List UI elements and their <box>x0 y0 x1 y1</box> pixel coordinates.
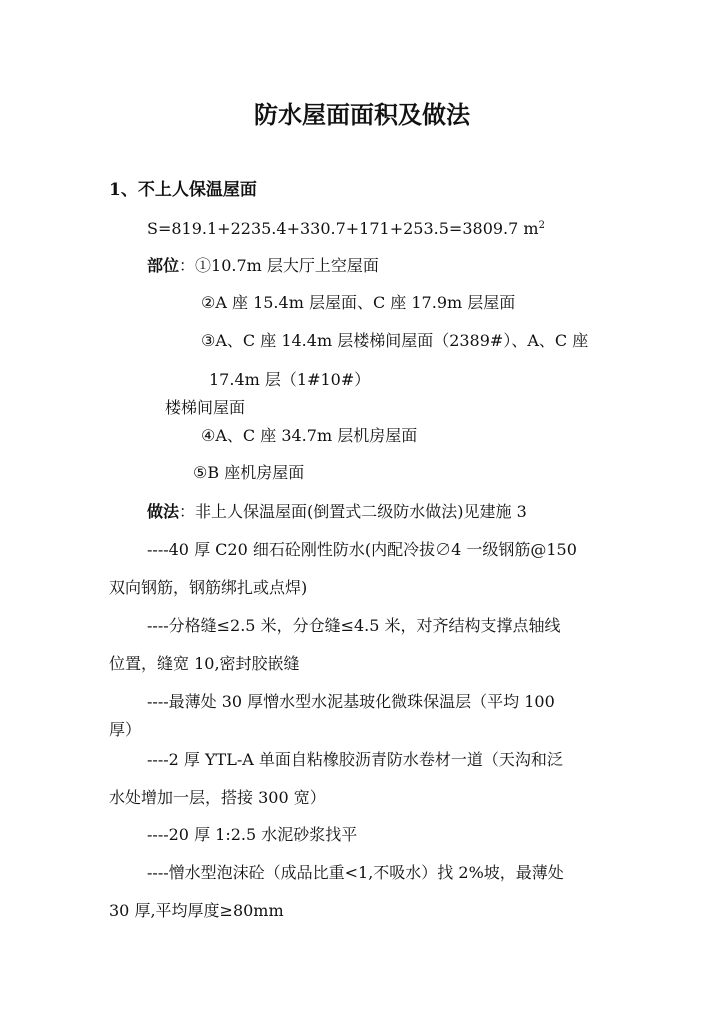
area-formula-text: S=819.1+2235.4+330.7+171+253.5=3809.7 m <box>147 219 539 238</box>
document-title: 防水屋面面积及做法 <box>254 100 470 129</box>
location-item-2: ②A 座 15.4m 层屋面、C 座 17.9m 层屋面 <box>201 293 516 312</box>
method-line <box>147 502 527 522</box>
method-layer-1: ----40 厚 C20 细石砼刚性防水(内配冷拔∅4 一级钢筋@150 <box>147 540 577 559</box>
method-colon: ： <box>179 502 196 521</box>
location-item-3-cont: 17.4m 层（1#10#） <box>209 370 371 389</box>
location-item-3-tail: 楼梯间屋面 <box>165 398 246 417</box>
location-item-3: ③A、C 座 14.4m 层楼梯间屋面（2389#）、A、C 座 <box>201 331 589 350</box>
method-layer-2: ----分格缝≤2.5 米，分仓缝≤4.5 米，对齐结构支撑点轴线 <box>147 616 561 635</box>
location-line-1 <box>147 256 379 276</box>
method-intro: 非上人保温屋面(倒置式二级防水做法)见建施 3 <box>195 502 527 521</box>
method-layer-3-cont: 厚） <box>109 720 142 739</box>
location-item-5: ⑤B 座机房屋面 <box>193 463 305 482</box>
method-layer-3: ----最薄处 30 厚憎水型水泥基玻化微珠保温层（平均 100 <box>147 692 555 711</box>
method-layer-6-cont: 30 厚,平均厚度≥80mm <box>109 901 284 920</box>
method-layer-4-cont: 水处增加一层，搭接 300 宽） <box>109 788 326 807</box>
method-layer-5: ----20 厚 1:2.5 水泥砂浆找平 <box>147 825 358 844</box>
method-layer-2-cont: 位置，缝宽 10,密封胶嵌缝 <box>109 654 300 673</box>
location-item-4: ④A、C 座 34.7m 层机房屋面 <box>201 426 418 445</box>
area-unit-exponent: 2 <box>538 220 545 231</box>
location-colon: ： <box>179 256 196 275</box>
method-layer-1-cont: 双向钢筋，钢筋绑扎或点焊) <box>109 578 308 597</box>
method-layer-4: ----2 厚 YTL-A 单面自粘橡胶沥青防水卷材一道（天沟和泛 <box>147 750 563 769</box>
section-heading: 1、不上人保温屋面 <box>109 180 257 200</box>
location-label: 部位 <box>147 256 180 275</box>
method-label: 做法 <box>147 502 180 521</box>
area-formula <box>147 219 545 239</box>
location-item-1: ①10.7m 层大厅上空屋面 <box>195 256 379 275</box>
method-layer-6: ----憎水型泡沫砼（成品比重<1,不吸水）找 2%坡，最薄处 <box>147 863 564 882</box>
